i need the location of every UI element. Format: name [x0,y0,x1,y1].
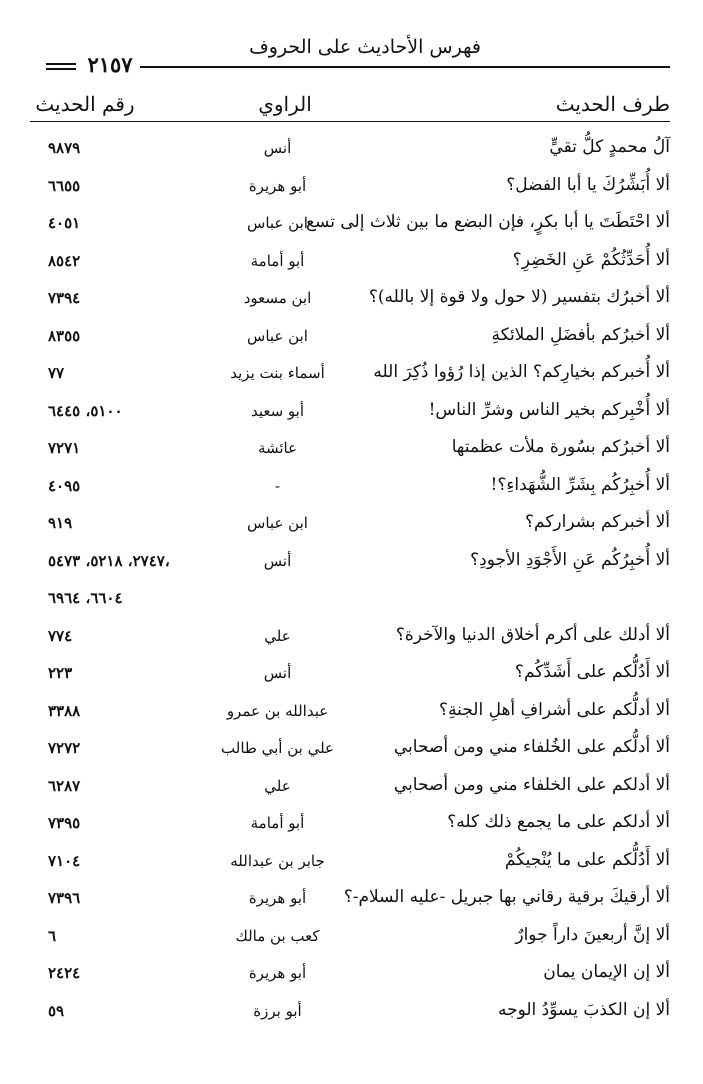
hadith-number: ٦٦٥٥ [48,176,81,195]
hadith-number: ٧٣٩٤ [48,289,81,307]
narrator-name: أنس [263,664,292,682]
narrator-name: علي [264,626,291,645]
hadith-text: ألا أدلك على أكرم أخلاق الدنيا والآخرة؟ [395,624,670,645]
hadith-text: ألا احْتَطَتَ يا أبا بكرٍ، فإن البضع ما بين ثلاث إلى تسع [306,212,670,232]
hadith-number: ٢٤٢٤ [48,964,81,982]
table-row [0,995,703,1033]
hadith-number: ٦٦٠٤، ٦٩٦٤ [48,589,123,607]
narrator-name: ابن عباس [247,214,308,232]
narrator-name: أسماء بنت يزيد [230,364,325,382]
table-row [0,432,703,470]
narrator-name: علي [264,776,291,795]
hadith-text: ألا إنَّ أربعينَ داراً جوارٌ [515,924,670,945]
table-row [0,770,703,808]
header-rule-left-bottom [46,68,76,70]
header-underline [30,121,670,122]
narrator-name: أبو أمامة [250,251,305,270]
hadith-number: ٧١٠٤ [48,851,81,870]
narrator-name: كعب بن مالك [235,926,320,945]
hadith-number: ٦ [48,926,57,945]
hadith-text: ألا أَدُلُّكم على ما يُنْجيكُمْ [504,849,670,870]
hadith-text: ألا أُحَدِّثُكُمْ عَنِ الخَضِرِ؟ [512,249,670,270]
column-header-number: رقم الحديث [35,92,135,116]
header-rule-left-top [46,63,76,65]
hadith-number: ٤٠٥١ [48,214,81,232]
header-rule-main [140,66,670,68]
table-row [0,245,703,283]
narrator-name: أبو هريرة [248,964,307,982]
hadith-text: ألا أدلُّكم على أشرافِ أهلِ الجنةِ؟ [439,699,670,720]
table-row [0,582,703,620]
table-row [0,170,703,208]
narrator-name: ابن عباس [247,326,308,345]
hadith-text: ألا أخبرُك بتفسير (لا حول ولا قوة إلا بالله)؟ [368,287,670,307]
narrator-name: أبو أمامة [250,814,305,832]
hadith-text: ألا أُخْبِركم بخير الناس وشرِّ الناس! [428,399,670,420]
narrator-name: عائشة [257,439,298,457]
hadith-text: ألا أُخبِرُكُم بِشَرِّ الشُّهَداءِ؟! [490,474,670,495]
narrator-name: - [274,476,281,495]
hadith-number: ٢٢٣ [48,664,73,682]
hadith-text: ألا أرقيكَ برقية رقاني بها جبريل -عليه السلام-؟ [343,887,670,907]
column-header-narrator: الراوي [258,92,312,116]
hadith-text: ألا أَدُلُّكم على أَشَدِّكُم؟ [514,662,670,682]
hadith-number: ٣٣٨٨ [48,701,81,720]
index-table [0,132,703,1032]
narrator-name: أبو سعيد [250,401,305,420]
table-row [0,882,703,920]
hadith-number: ٧٧ [48,364,65,382]
table-row [0,845,703,883]
table-row [0,470,703,508]
narrator-name: أبو هريرة [248,176,307,195]
table-row [0,732,703,770]
page-header-title: فهرس الأحاديث على الحروف [249,36,481,58]
hadith-text: ألا أدلُّكم على الخُلفاء مني ومن أصحابي [393,737,670,757]
page-number: ٢١٥٧ [87,52,133,77]
table-row [0,545,703,583]
hadith-number: ٧٣٩٥ [48,814,81,832]
table-row [0,132,703,170]
hadith-number: ٩١٩ [48,514,73,532]
hadith-text: ألا إن الإيمان يمان [543,962,670,982]
table-row [0,620,703,658]
table-row [0,282,703,320]
column-header-hadith: طرف الحديث [555,92,670,116]
hadith-number: ٨٥٤٢ [48,251,81,270]
hadith-text: ألا أخبرُكم بسُورة ملأت عظمتها [451,437,670,457]
table-row [0,357,703,395]
hadith-text: ألا أخبركم بشراركم؟ [524,512,670,532]
narrator-name: عبدالله بن عمرو [226,701,329,720]
hadith-text: ألا أدلكم على الخلفاء مني ومن أصحابي [393,774,670,795]
hadith-number: ٧٧٤ [48,626,73,645]
narrator-name: أبو برزة [253,1001,302,1020]
narrator-name: أنس [263,139,292,157]
narrator-name: جابر بن عبدالله [230,851,325,870]
narrator-name: أنس [263,551,292,570]
table-row [0,320,703,358]
hadith-number: ٧٣٩٦ [48,889,81,907]
hadith-number: ٢٧٤٧، ٥٢١٨، ٥٤٧٣، [48,551,170,570]
hadith-text: ألا أُخبِرُكُم عَنِ الأَجْوَدِ الأجودِ؟ [470,549,670,570]
table-row [0,920,703,958]
hadith-number: ٩٨٧٩ [48,139,81,157]
hadith-text: آلُ محمدٍ كلُّ تقيٍّ [549,137,670,157]
table-row [0,395,703,433]
hadith-text: ألا أدلكم على ما يجمع ذلك كله؟ [447,812,670,832]
hadith-number: ٥١٠٠، ٦٤٤٥ [48,401,123,420]
narrator-name: ابن مسعود [243,289,312,307]
hadith-number: ٧٢٧٢ [48,739,81,757]
table-row [0,207,703,245]
table-row [0,807,703,845]
table-row [0,507,703,545]
hadith-number: ٥٩ [48,1001,65,1020]
hadith-number: ٨٣٥٥ [48,326,81,345]
hadith-text: ألا أخبرُكم بأفضَلِ الملائكةِ [491,324,670,345]
table-row [0,957,703,995]
hadith-text: ألا إن الكذبَ يسوِّدُ الوجه [497,999,670,1020]
table-row [0,657,703,695]
hadith-text: ألا أُبَشِّرُكَ يا أبا الفضل؟ [506,174,670,195]
hadith-text: ألا أُخبركم بخيارِكم؟ الذين إذا رُؤوا ذُكِرَ الله [373,362,670,382]
hadith-number: ٤٠٩٥ [48,476,81,495]
table-row [0,695,703,733]
hadith-number: ٦٢٨٧ [48,776,81,795]
narrator-name: ابن عباس [247,514,308,532]
hadith-number: ٧٢٧١ [48,439,81,457]
narrator-name: علي بن أبي طالب [221,739,334,757]
narrator-name: أبو هريرة [248,889,307,907]
